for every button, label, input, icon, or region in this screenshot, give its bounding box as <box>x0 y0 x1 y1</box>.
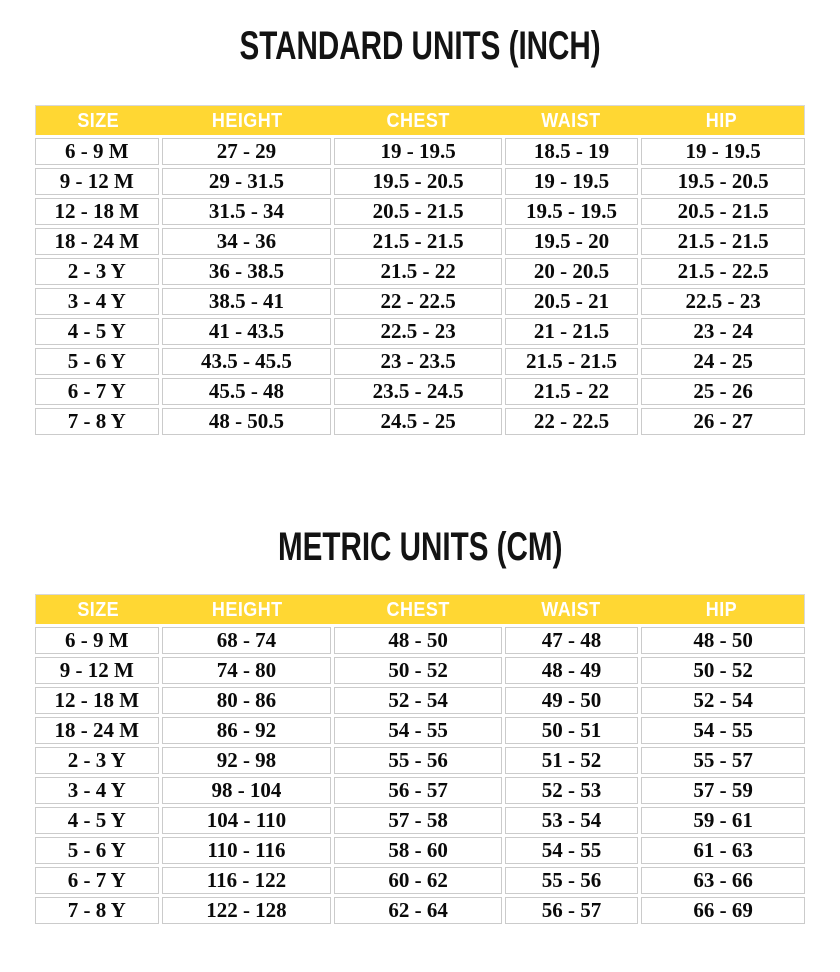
cell-value: 63 - 66 <box>693 868 753 892</box>
cm-table-header-row <box>35 594 805 624</box>
table-cell <box>505 198 638 225</box>
cell-value: 19 - 19.5 <box>533 169 610 193</box>
table-cell <box>641 747 805 774</box>
cell-value: 27 - 29 <box>216 139 277 163</box>
column-header-label: WAIST <box>540 110 601 132</box>
table-cell <box>162 318 332 345</box>
cell-value: 5 - 6 Y <box>67 349 126 373</box>
inch-size-table <box>32 135 808 438</box>
cell-value: 49 - 50 <box>541 688 602 712</box>
table-cell <box>641 288 805 315</box>
table-row <box>35 657 805 684</box>
cell-value: 74 - 80 <box>216 658 277 682</box>
table-cell <box>505 657 638 684</box>
table-cell <box>35 348 159 375</box>
cell-value: 41 - 43.5 <box>208 319 285 343</box>
inch-table-header-row <box>35 105 805 135</box>
table-row <box>35 288 805 315</box>
cell-value: 23.5 - 24.5 <box>372 379 464 403</box>
column-header-label: CHEST <box>386 599 450 621</box>
table-cell <box>505 777 638 804</box>
cell-value: 4 - 5 Y <box>67 808 126 832</box>
column-header-height <box>161 106 333 136</box>
cell-value: 12 - 18 M <box>54 199 140 223</box>
cell-value: 3 - 4 Y <box>67 289 126 313</box>
cell-value: 19.5 - 20.5 <box>677 169 769 193</box>
table-cell <box>641 228 805 255</box>
table-cell <box>505 867 638 894</box>
table-cell <box>641 318 805 345</box>
table-cell <box>641 657 805 684</box>
cell-value: 5 - 6 Y <box>67 838 126 862</box>
section-metric-units <box>35 524 805 927</box>
table-row <box>35 867 805 894</box>
table-cell <box>334 807 502 834</box>
cell-value: 21.5 - 21.5 <box>526 349 618 373</box>
cell-value: 6 - 9 M <box>64 628 129 652</box>
table-cell <box>162 288 332 315</box>
table-cell <box>505 747 638 774</box>
cell-value: 48 - 50 <box>388 628 448 652</box>
cell-value: 55 - 56 <box>388 748 448 772</box>
table-cell <box>641 897 805 924</box>
table-cell <box>35 228 159 255</box>
table-cell <box>35 288 159 315</box>
cell-value: 24.5 - 25 <box>380 409 456 433</box>
cell-value: 21.5 - 22 <box>533 379 610 403</box>
cell-value: 31.5 - 34 <box>208 199 285 223</box>
cell-value: 9 - 12 M <box>59 658 134 682</box>
table-cell <box>334 288 502 315</box>
table-cell <box>641 777 805 804</box>
cell-value: 45.5 - 48 <box>208 379 285 403</box>
cell-value: 3 - 4 Y <box>67 778 126 802</box>
cell-value: 21.5 - 21.5 <box>372 229 464 253</box>
column-header-chest <box>333 595 503 625</box>
column-header-label: HEIGHT <box>211 599 283 621</box>
table-cell <box>162 777 332 804</box>
size-guide-page <box>35 0 805 927</box>
cell-value: 7 - 8 Y <box>67 898 126 922</box>
table-cell <box>641 168 805 195</box>
table-cell <box>334 408 502 435</box>
table-cell <box>162 168 332 195</box>
column-header-hip <box>638 106 804 136</box>
table-cell <box>641 198 805 225</box>
cell-value: 50 - 52 <box>388 658 448 682</box>
column-header-label: SIZE <box>77 599 120 621</box>
cell-value: 29 - 31.5 <box>208 169 285 193</box>
column-header-label: WAIST <box>540 599 601 621</box>
table-cell <box>35 747 159 774</box>
table-row <box>35 408 805 435</box>
table-cell <box>641 627 805 654</box>
table-cell <box>505 627 638 654</box>
table-cell <box>35 378 159 405</box>
cell-value: 51 - 52 <box>541 748 602 772</box>
table-cell <box>162 198 332 225</box>
table-cell <box>334 837 502 864</box>
table-cell <box>505 228 638 255</box>
table-cell <box>162 867 332 894</box>
cell-value: 43.5 - 45.5 <box>200 349 292 373</box>
table-cell <box>505 258 638 285</box>
table-cell <box>162 627 332 654</box>
table-cell <box>162 228 332 255</box>
table-cell <box>505 318 638 345</box>
cell-value: 86 - 92 <box>216 718 277 742</box>
table-row <box>35 138 805 165</box>
cell-value: 22 - 22.5 <box>380 289 456 313</box>
table-cell <box>334 867 502 894</box>
table-cell <box>35 627 159 654</box>
cell-value: 4 - 5 Y <box>67 319 126 343</box>
table-row <box>35 228 805 255</box>
table-cell <box>35 318 159 345</box>
table-cell <box>505 807 638 834</box>
table-cell <box>162 657 332 684</box>
cell-value: 116 - 122 <box>206 868 287 892</box>
table-cell <box>334 717 502 744</box>
cell-value: 52 - 54 <box>693 688 753 712</box>
table-cell <box>334 138 502 165</box>
cell-value: 22.5 - 23 <box>685 289 761 313</box>
cell-value: 20 - 20.5 <box>533 259 610 283</box>
table-cell <box>641 717 805 744</box>
inch-table-title <box>35 0 805 69</box>
column-header-label: CHEST <box>386 110 450 132</box>
table-cell <box>334 747 502 774</box>
table-cell <box>162 378 332 405</box>
section-standard-units <box>35 0 805 438</box>
column-header-waist <box>503 595 638 625</box>
cell-value: 54 - 55 <box>541 838 602 862</box>
table-cell <box>334 657 502 684</box>
cell-value: 53 - 54 <box>541 808 602 832</box>
table-cell <box>505 348 638 375</box>
column-header-waist <box>503 106 638 136</box>
column-header-hip <box>638 595 804 625</box>
table-cell <box>505 897 638 924</box>
cell-value: 21.5 - 22 <box>380 259 456 283</box>
cell-value: 22.5 - 23 <box>380 319 456 343</box>
cell-value: 18.5 - 19 <box>533 139 610 163</box>
cell-value: 58 - 60 <box>388 838 448 862</box>
cell-value: 104 - 110 <box>206 808 287 832</box>
cell-value: 23 - 24 <box>693 319 753 343</box>
table-cell <box>641 408 805 435</box>
table-cell <box>35 168 159 195</box>
cell-value: 80 - 86 <box>216 688 277 712</box>
table-row <box>35 198 805 225</box>
table-cell <box>334 378 502 405</box>
cell-value: 23 - 23.5 <box>380 349 456 373</box>
table-cell <box>641 378 805 405</box>
table-cell <box>505 837 638 864</box>
table-row <box>35 837 805 864</box>
cell-value: 68 - 74 <box>216 628 277 652</box>
cell-value: 9 - 12 M <box>59 169 134 193</box>
cell-value: 22 - 22.5 <box>533 409 610 433</box>
table-cell <box>641 807 805 834</box>
table-cell <box>35 408 159 435</box>
cell-value: 6 - 7 Y <box>67 379 126 403</box>
cell-value: 19.5 - 19.5 <box>526 199 618 223</box>
cell-value: 19.5 - 20.5 <box>372 169 464 193</box>
table-cell <box>505 168 638 195</box>
cell-value: 56 - 57 <box>541 898 602 922</box>
table-row <box>35 378 805 405</box>
table-row <box>35 807 805 834</box>
column-header-label: HIP <box>705 110 737 132</box>
cell-value: 66 - 69 <box>693 898 753 922</box>
table-cell <box>641 837 805 864</box>
table-row <box>35 747 805 774</box>
cell-value: 52 - 53 <box>541 778 602 802</box>
cell-value: 48 - 50.5 <box>208 409 285 433</box>
cell-value: 20.5 - 21 <box>533 289 610 313</box>
table-row <box>35 627 805 654</box>
cell-value: 12 - 18 M <box>54 688 140 712</box>
table-cell <box>162 408 332 435</box>
table-cell <box>334 198 502 225</box>
cell-value: 48 - 49 <box>541 658 602 682</box>
cell-value: 19 - 19.5 <box>685 139 761 163</box>
table-cell <box>162 897 332 924</box>
table-cell <box>505 408 638 435</box>
table-cell <box>162 258 332 285</box>
cell-value: 20.5 - 21.5 <box>372 199 464 223</box>
table-cell <box>162 138 332 165</box>
cell-value: 50 - 52 <box>693 658 753 682</box>
table-cell <box>162 837 332 864</box>
table-cell <box>505 288 638 315</box>
table-cell <box>35 138 159 165</box>
table-cell <box>334 627 502 654</box>
table-cell <box>35 777 159 804</box>
table-cell <box>35 867 159 894</box>
column-header-size <box>36 106 161 136</box>
table-cell <box>35 258 159 285</box>
table-row <box>35 897 805 924</box>
cell-value: 55 - 56 <box>541 868 602 892</box>
cell-value: 52 - 54 <box>388 688 448 712</box>
cell-value: 20.5 - 21.5 <box>677 199 769 223</box>
table-cell <box>505 138 638 165</box>
cell-value: 110 - 116 <box>207 838 286 862</box>
cell-value: 21.5 - 21.5 <box>677 229 769 253</box>
table-cell <box>505 687 638 714</box>
column-header-height <box>161 595 333 625</box>
cell-value: 56 - 57 <box>388 778 448 802</box>
table-cell <box>641 348 805 375</box>
cell-value: 2 - 3 Y <box>67 748 126 772</box>
table-cell <box>641 138 805 165</box>
cell-value: 19 - 19.5 <box>380 139 456 163</box>
table-cell <box>35 687 159 714</box>
cell-value: 21.5 - 22.5 <box>677 259 769 283</box>
table-row <box>35 318 805 345</box>
cell-value: 21 - 21.5 <box>533 319 610 343</box>
table-cell <box>641 687 805 714</box>
table-cell <box>334 348 502 375</box>
table-cell <box>641 258 805 285</box>
cell-value: 6 - 7 Y <box>67 868 126 892</box>
cell-value: 57 - 59 <box>693 778 753 802</box>
table-cell <box>334 318 502 345</box>
table-cell <box>334 777 502 804</box>
cell-value: 38.5 - 41 <box>208 289 285 313</box>
cell-value: 50 - 51 <box>541 718 602 742</box>
cell-value: 61 - 63 <box>693 838 753 862</box>
column-header-label: HIP <box>705 599 737 621</box>
cell-value: 7 - 8 Y <box>67 409 126 433</box>
table-row <box>35 258 805 285</box>
cell-value: 98 - 104 <box>211 778 282 802</box>
cell-value: 47 - 48 <box>541 628 602 652</box>
cm-table-title-text: METRIC UNITS (CM) <box>277 525 563 569</box>
cell-value: 59 - 61 <box>693 808 753 832</box>
table-row <box>35 777 805 804</box>
cell-value: 2 - 3 Y <box>67 259 126 283</box>
cell-value: 18 - 24 M <box>54 718 140 742</box>
table-cell <box>334 168 502 195</box>
table-cell <box>35 717 159 744</box>
cell-value: 19.5 - 20 <box>533 229 610 253</box>
table-cell <box>35 657 159 684</box>
table-cell <box>162 348 332 375</box>
cell-value: 122 - 128 <box>206 898 287 922</box>
table-cell <box>35 897 159 924</box>
cell-value: 34 - 36 <box>216 229 277 253</box>
table-cell <box>505 717 638 744</box>
cell-value: 60 - 62 <box>388 868 448 892</box>
cell-value: 26 - 27 <box>693 409 753 433</box>
table-cell <box>35 198 159 225</box>
table-cell <box>334 687 502 714</box>
table-row <box>35 348 805 375</box>
column-header-label: SIZE <box>77 110 120 132</box>
table-cell <box>334 258 502 285</box>
table-cell <box>641 867 805 894</box>
table-cell <box>162 747 332 774</box>
table-cell <box>162 687 332 714</box>
column-header-size <box>36 595 161 625</box>
table-row <box>35 717 805 744</box>
table-cell <box>35 837 159 864</box>
table-row <box>35 168 805 195</box>
cell-value: 92 - 98 <box>216 748 277 772</box>
table-cell <box>162 717 332 744</box>
cell-value: 6 - 9 M <box>64 139 129 163</box>
cell-value: 57 - 58 <box>388 808 448 832</box>
table-cell <box>334 897 502 924</box>
column-header-chest <box>333 106 503 136</box>
table-cell <box>35 807 159 834</box>
inch-table-title-text: STANDARD UNITS (INCH) <box>239 24 601 68</box>
column-header-label: HEIGHT <box>211 110 283 132</box>
cell-value: 54 - 55 <box>693 718 753 742</box>
cell-value: 55 - 57 <box>693 748 753 772</box>
table-cell <box>334 228 502 255</box>
cm-table-title <box>35 524 805 570</box>
cell-value: 25 - 26 <box>693 379 753 403</box>
table-cell <box>162 807 332 834</box>
cell-value: 18 - 24 M <box>54 229 140 253</box>
table-cell <box>505 378 638 405</box>
cell-value: 62 - 64 <box>388 898 448 922</box>
cell-value: 48 - 50 <box>693 628 753 652</box>
cell-value: 24 - 25 <box>693 349 753 373</box>
cell-value: 36 - 38.5 <box>208 259 285 283</box>
cell-value: 54 - 55 <box>388 718 448 742</box>
cm-size-table <box>32 624 808 927</box>
table-row <box>35 687 805 714</box>
